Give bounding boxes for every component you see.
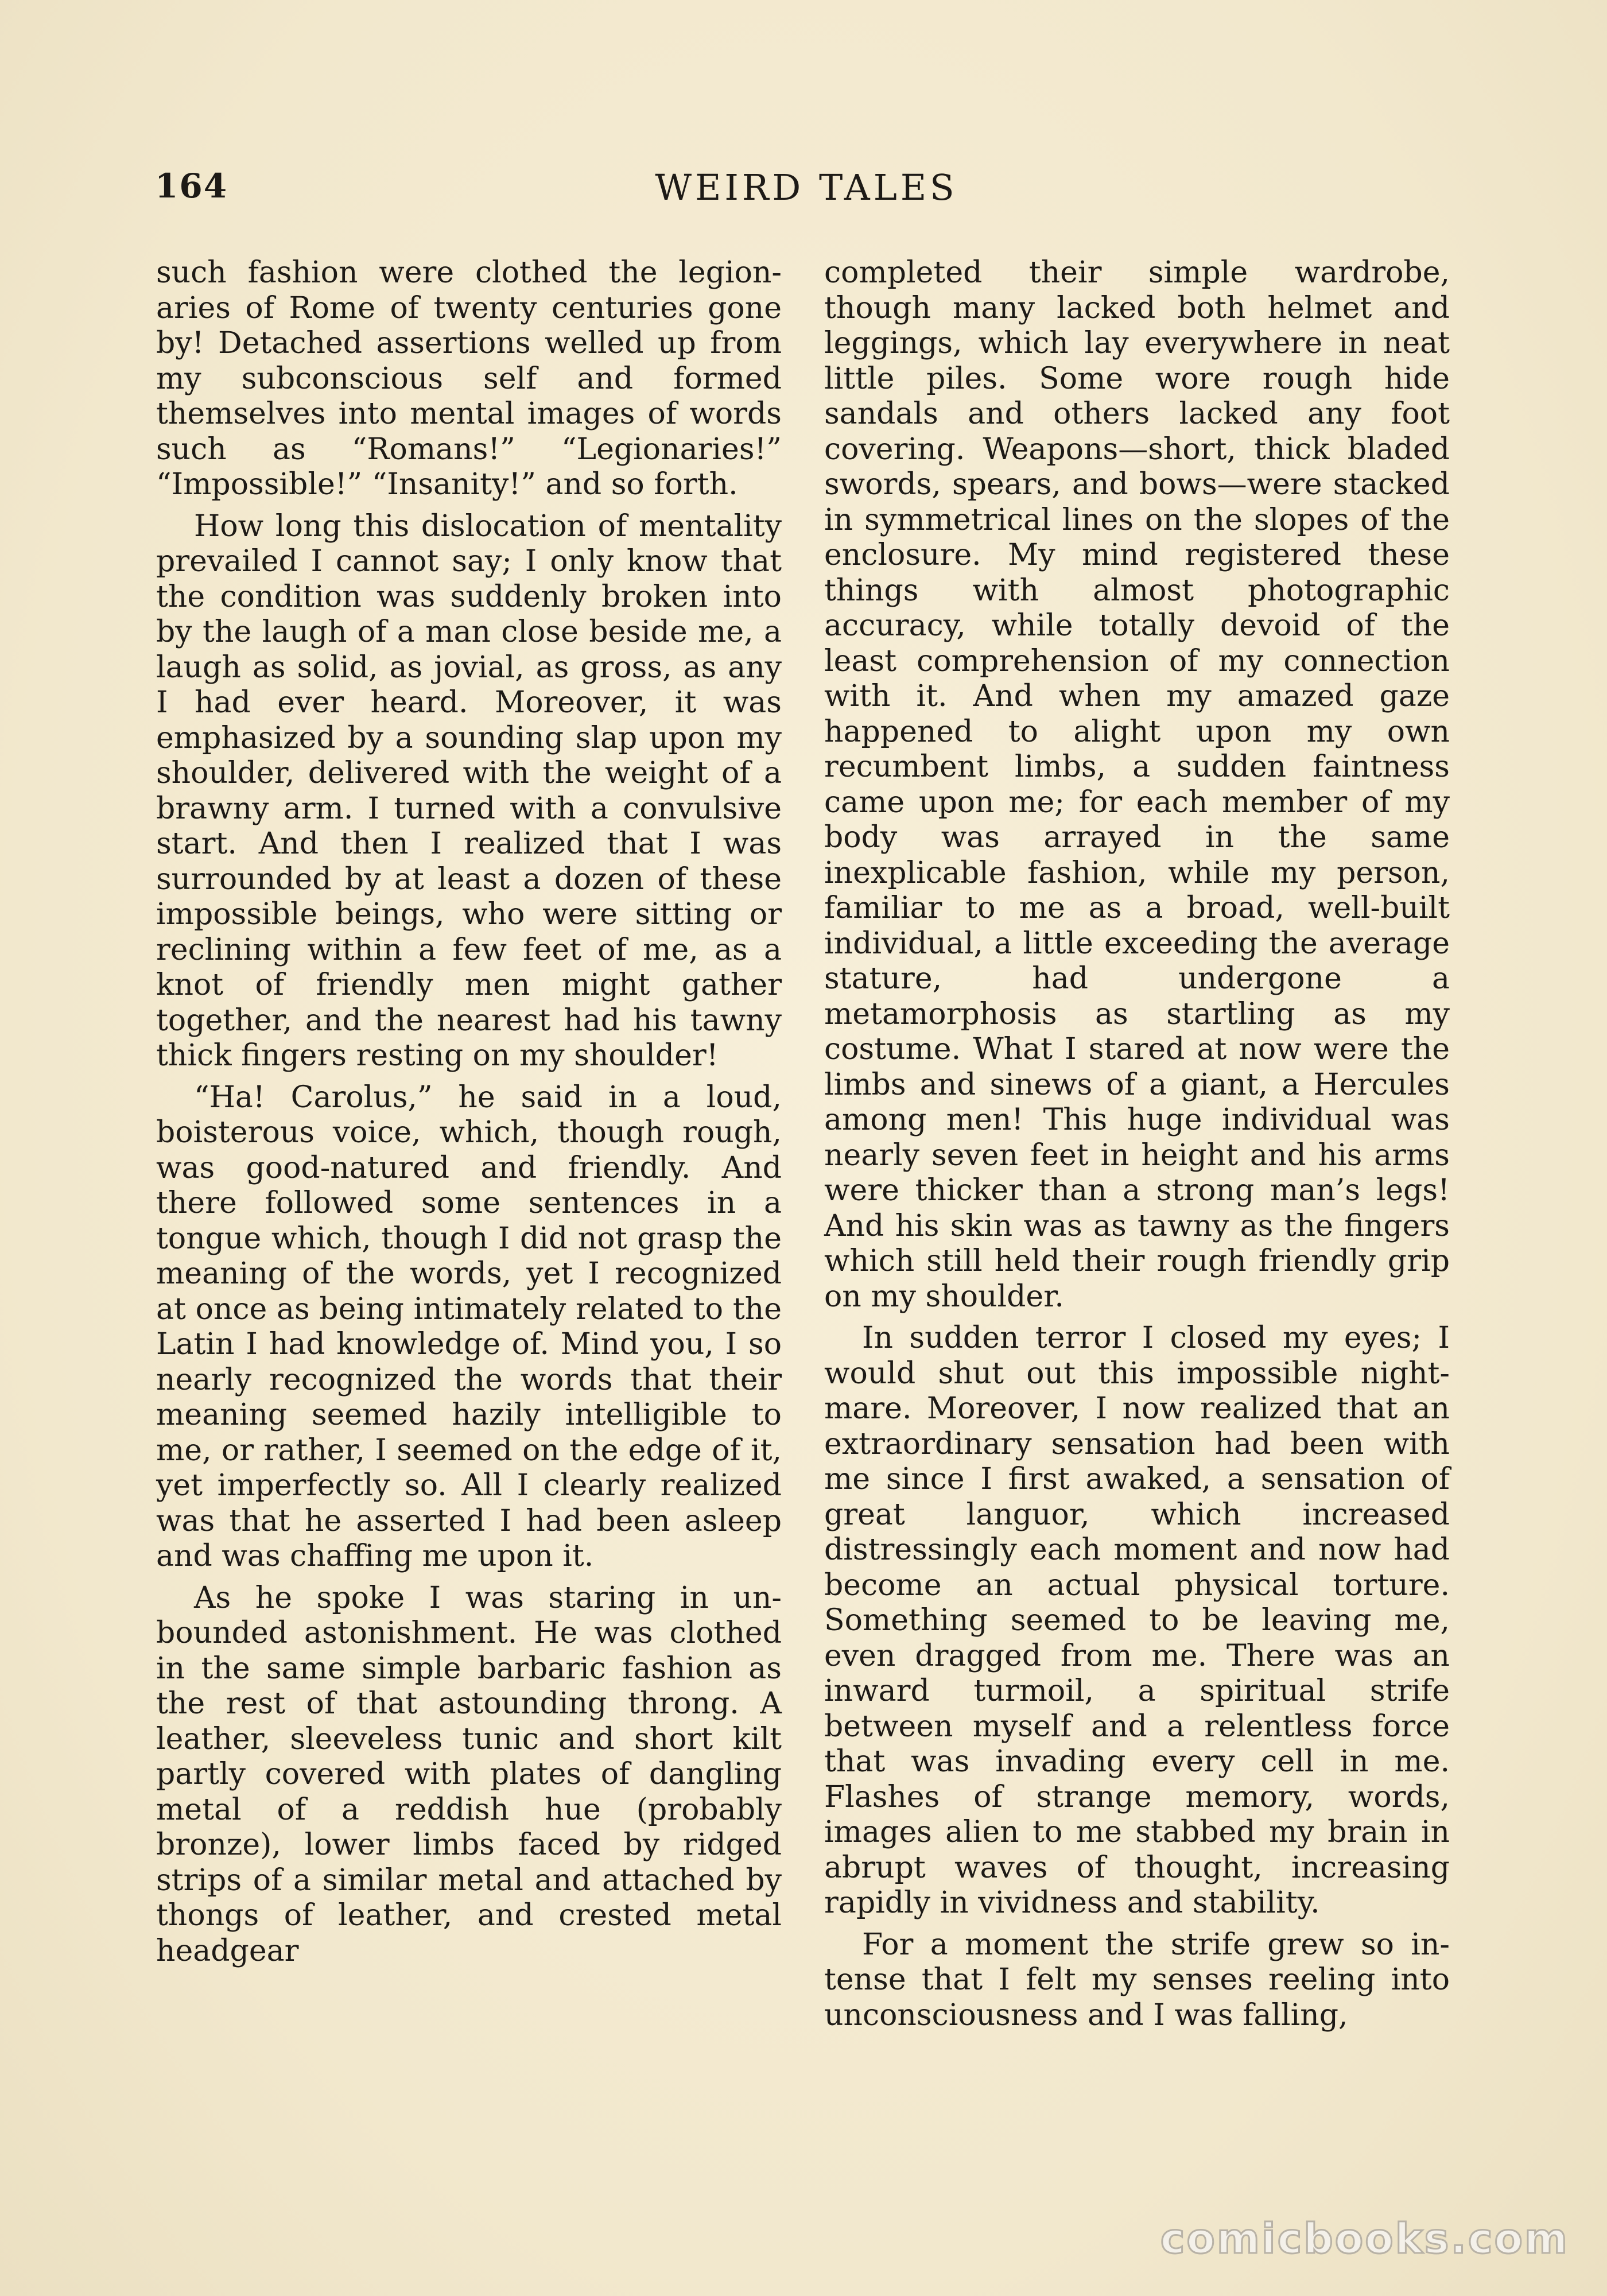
- page-header: [155, 166, 1458, 218]
- paragraph: “Ha! Carolus,” he said in a loud, boisterous voice, which, though rough, was good-natured and friendly. And there followed some sentences in a tongue which, though I did not grasp the meaning of the words, yet I recognized at once as being intimately related to the Latin I had knowledge of. Mind you, I so nearly recognized the words that their meaning seemed hazily intelligible to me, or rather, I seemed on the edge of it, yet imperfectly so. All I clearly realized was that he asserted I had been asleep and was chaffing me upon it.: [156, 1080, 782, 1573]
- page-number: 164: [155, 166, 228, 205]
- paragraph: For a moment the strife grew so intense that I felt my senses reeling into unconsciousness and I was falling,: [824, 1927, 1450, 2033]
- paragraph: In sudden terror I closed my eyes; I would shut out this impossible nightmare. Moreover, I now realized that an extraordinary sensation had been with me since I first awaked, a sensation of great languor, which increased distressingly each moment and now had become an actual physical torture. Something seemed to be leaving me, even dragged from me. There was an inward turmoil, a spiritual strife between myself and a relentless force that was invading every cell in me. Flashes of strange memory, words, images alien to me stabbed my brain in abrupt waves of thought, increasing rapidly in vividness and stability.: [824, 1321, 1450, 1920]
- paragraph: How long this dislocation of mentality prevailed I cannot say; I only know that the condition was suddenly broken into by the laugh of a man close beside me, a laugh as solid, as jovial, as gross, as any I had ever heard. Moreover, it was emphasized by a sounding slap upon my shoulder, delivered with the weight of a brawny arm. I turned with a convulsive start. And then I realized that I was surrounded by at least a dozen of these impossible beings, who were sitting or reclining within a few feet of me, as a knot of friendly men might gather together, and the nearest had his tawny thick fingers resting on my shoulder!: [156, 509, 782, 1073]
- running-title: WEIRD TALES: [655, 166, 958, 208]
- watermark: comicbooks.com: [1160, 2214, 1569, 2263]
- paragraph: As he spoke I was staring in unbounded astonishment. He was clothed in the same simple barbaric fashion as the rest of that astounding throng. A leather, sleeveless tunic and short kilt partly covered with plates of dangling metal of a reddish hue (probably bronze), lower limbs faced by ridged strips of a similar metal and attached by thongs of leather, and crested metal headgear: [156, 1580, 782, 1968]
- left-column: [156, 255, 782, 1975]
- right-column: [824, 255, 1450, 2039]
- paragraph: such fashion were clothed the legionaries of Rome of twenty centuries gone by! Detached assertions welled up from my subconscious self and formed themselves into mental images of words such as “Romans!” “Legionaries!” “Impossible!” “Insanity!” and so forth.: [156, 255, 782, 502]
- paragraph: completed their simple wardrobe, though many lacked both helmet and leggings, which lay everywhere in neat little piles. Some wore rough hide sandals and others lacked any foot covering. Weapons—short, thick bladed swords, spears, and bows—were stacked in symmetrical lines on the slopes of the enclosure. My mind registered these things with almost photographic accuracy, while totally devoid of the least comprehension of my connection with it. And when my amazed gaze happened to alight upon my own recumbent limbs, a sudden faintness came upon me; for each member of my body was arrayed in the same inexplicable fashion, while my person, familiar to me as a broad, well-built individual, a little exceeding the average stature, had undergone a metamorphosis as startling as my costume. What I stared at now were the limbs and sinews of a giant, a Hercules among men! This huge individual was nearly seven feet in height and his arms were thicker than a strong man’s legs! And his skin was as tawny as the fingers which still held their rough friendly grip on my shoulder.: [824, 255, 1450, 1314]
